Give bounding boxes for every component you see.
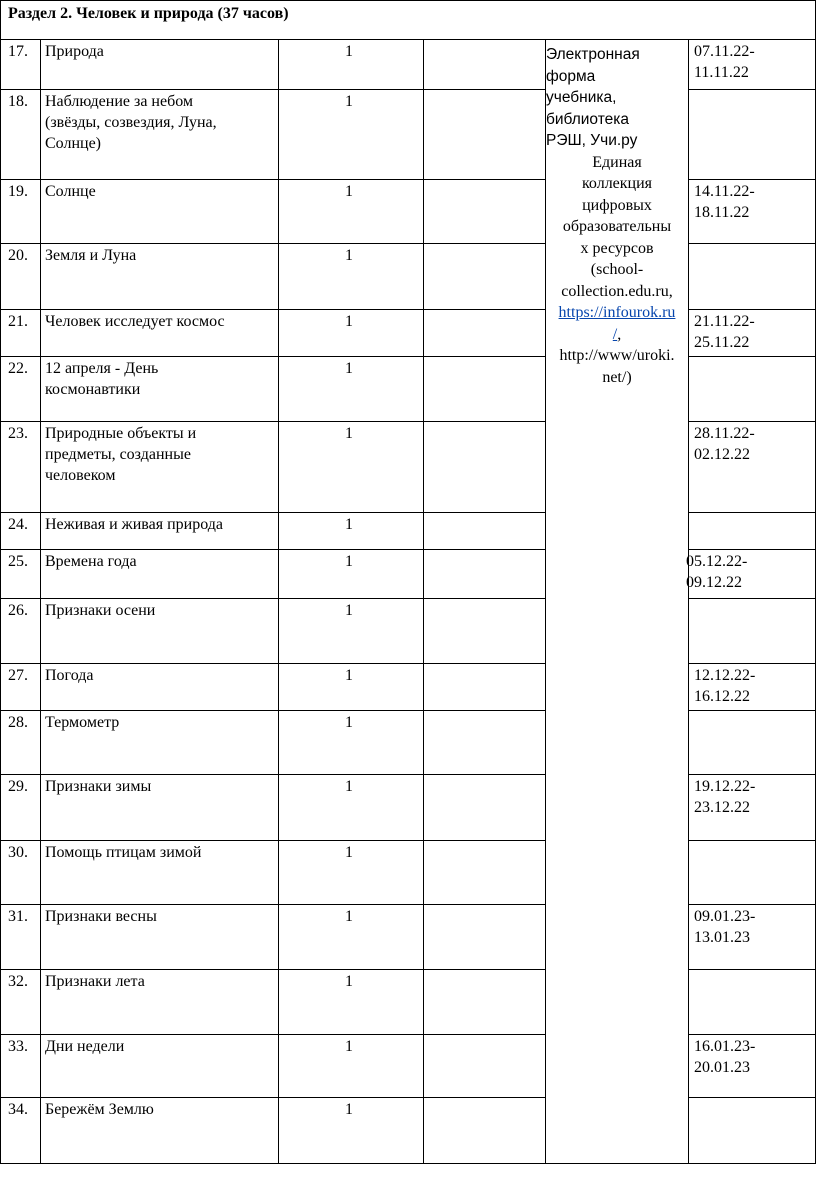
date-row-separator: [688, 969, 816, 970]
resource-line: (school-: [590, 261, 644, 278]
date-row-separator: [688, 179, 816, 180]
date-range: 12.12.22- 16.12.22: [694, 667, 756, 705]
row-hours: 1: [345, 973, 353, 990]
row-hours: 1: [345, 1101, 353, 1118]
row-hours: 1: [345, 313, 353, 330]
table-border-top: [0, 0, 816, 1]
row-topic: Признаки зимы: [45, 778, 152, 795]
row-number: 20.: [8, 247, 28, 264]
row-topic: Признаки осени: [45, 602, 156, 619]
row-separator: [0, 1034, 546, 1035]
row-hours: 1: [345, 908, 353, 925]
date-range: 19.12.22- 23.12.22: [694, 778, 756, 816]
infourok-link[interactable]: https://infourok.ru: [558, 304, 676, 321]
column-divider: [40, 39, 41, 1164]
row-separator: [0, 421, 546, 422]
date-row-separator: [688, 904, 816, 905]
row-number: 21.: [8, 313, 28, 330]
date-row-separator: [688, 512, 816, 513]
row-topic: 12 апреля - День космонавтики: [45, 360, 159, 398]
row-separator: [0, 89, 546, 90]
row-number: 27.: [8, 667, 28, 684]
date-row-separator: [688, 710, 816, 711]
row-number: 19.: [8, 183, 28, 200]
date-range: 05.12.22- 09.12.22: [686, 553, 748, 591]
date-row-separator: [688, 356, 816, 357]
table-border-bottom: [0, 1163, 546, 1164]
row-separator: [0, 179, 546, 180]
row-hours: 1: [345, 183, 353, 200]
resource-line: форма: [546, 67, 596, 85]
row-topic: Солнце: [45, 183, 96, 200]
row-topic: Дни недели: [45, 1038, 125, 1055]
row-number: 26.: [8, 602, 28, 619]
row-hours: 1: [345, 844, 353, 861]
header-separator: [0, 39, 816, 40]
row-topic: Природные объекты и предметы, созданные человеком: [45, 425, 197, 484]
row-hours: 1: [345, 1038, 353, 1055]
resource-line: коллекция: [581, 175, 653, 192]
date-row-separator: [688, 663, 816, 664]
resource-line: учебника,: [546, 89, 617, 106]
resource-cell-bottom: [545, 1163, 689, 1164]
row-separator: [0, 512, 546, 513]
resource-line: цифровых: [582, 196, 652, 214]
row-separator: [0, 774, 546, 775]
date-range: 28.11.22- 02.12.22: [694, 425, 755, 463]
resource-line: х ресурсов: [580, 239, 654, 257]
row-number: 18.: [8, 93, 28, 110]
row-topic: Времена года: [45, 553, 137, 570]
date-row-separator: [688, 549, 816, 550]
resource-line: collection.edu.ru,: [561, 282, 673, 300]
date-range: 16.01.23- 20.01.23: [694, 1038, 756, 1076]
row-number: 33.: [8, 1038, 28, 1055]
row-separator: [0, 663, 546, 664]
row-topic: Помощь птицам зимой: [45, 844, 202, 861]
infourok-link-slash[interactable]: /: [612, 325, 618, 343]
resource-cell: [546, 44, 688, 388]
date-row-separator: [688, 89, 816, 90]
row-topic: Наблюдение за небом (звёзды, созвездия, Луна, Солнце): [45, 93, 217, 152]
row-number: 25.: [8, 553, 28, 570]
date-range: 09.01.23- 13.01.23: [694, 908, 756, 946]
row-hours: 1: [345, 602, 353, 619]
date-row-separator: [688, 1034, 816, 1035]
row-number: 30.: [8, 844, 28, 861]
row-hours: 1: [345, 360, 353, 377]
date-range: 21.11.22- 25.11.22: [694, 313, 755, 351]
column-divider: [688, 39, 689, 1164]
row-separator: [0, 598, 546, 599]
resource-line: http://www/uroki.: [559, 347, 675, 364]
date-row-separator: [688, 1097, 816, 1098]
resource-line: образовательны: [562, 218, 672, 235]
date-range: 07.11.22- 11.11.22: [694, 43, 755, 81]
row-number: 28.: [8, 714, 28, 731]
row-topic: Природа: [45, 43, 104, 60]
date-row-separator: [688, 774, 816, 775]
date-row-separator: [688, 1163, 816, 1164]
date-row-separator: [688, 421, 816, 422]
row-hours: 1: [345, 667, 353, 684]
section-title: Раздел 2. Человек и природа (37 часов): [8, 5, 289, 22]
date-row-separator: [688, 840, 816, 841]
column-divider: [423, 39, 424, 1164]
row-number: 24.: [8, 516, 28, 533]
date-row-separator: [688, 309, 816, 310]
infourok-link-tail: [546, 324, 688, 346]
row-number: 23.: [8, 425, 28, 442]
row-separator: [0, 904, 546, 905]
resource-line: библиотека: [546, 110, 629, 128]
date-range: 14.11.22- 18.11.22: [694, 183, 755, 221]
row-separator: [0, 1097, 546, 1098]
row-topic: Термометр: [45, 714, 120, 731]
row-hours: 1: [345, 714, 353, 731]
row-separator: [0, 356, 546, 357]
row-topic: Погода: [45, 667, 94, 684]
comma: ,: [617, 325, 622, 343]
row-hours: 1: [345, 778, 353, 795]
row-separator: [0, 309, 546, 310]
row-hours: 1: [345, 425, 353, 442]
row-number: 32.: [8, 973, 28, 990]
row-topic: Бережём Землю: [45, 1101, 154, 1118]
date-row-separator: [688, 598, 816, 599]
row-hours: 1: [345, 553, 353, 570]
row-topic: Земля и Луна: [45, 247, 137, 264]
row-number: 22.: [8, 360, 28, 377]
row-separator: [0, 549, 546, 550]
row-hours: 1: [345, 247, 353, 264]
row-number: 17.: [8, 43, 28, 60]
row-topic: Признаки весны: [45, 908, 157, 925]
row-separator: [0, 243, 546, 244]
table-border-left: [0, 0, 1, 1164]
row-number: 34.: [8, 1101, 28, 1118]
resource-line: Единая: [592, 153, 642, 171]
row-number: 29.: [8, 778, 28, 795]
row-separator: [0, 840, 546, 841]
date-row-separator: [688, 243, 816, 244]
column-divider: [278, 39, 279, 1164]
row-topic: Признаки лета: [45, 973, 145, 990]
resource-line: Электронная: [546, 46, 640, 63]
row-hours: 1: [345, 93, 353, 110]
row-hours: 1: [345, 43, 353, 60]
row-topic: Человек исследует космос: [45, 313, 225, 330]
row-separator: [0, 710, 546, 711]
row-topic: Неживая и живая природа: [45, 516, 223, 533]
row-hours: 1: [345, 516, 353, 533]
resource-line: net/): [602, 368, 632, 386]
row-separator: [0, 969, 546, 970]
row-number: 31.: [8, 908, 28, 925]
resource-line: РЭШ, Учи.ру: [546, 132, 638, 149]
